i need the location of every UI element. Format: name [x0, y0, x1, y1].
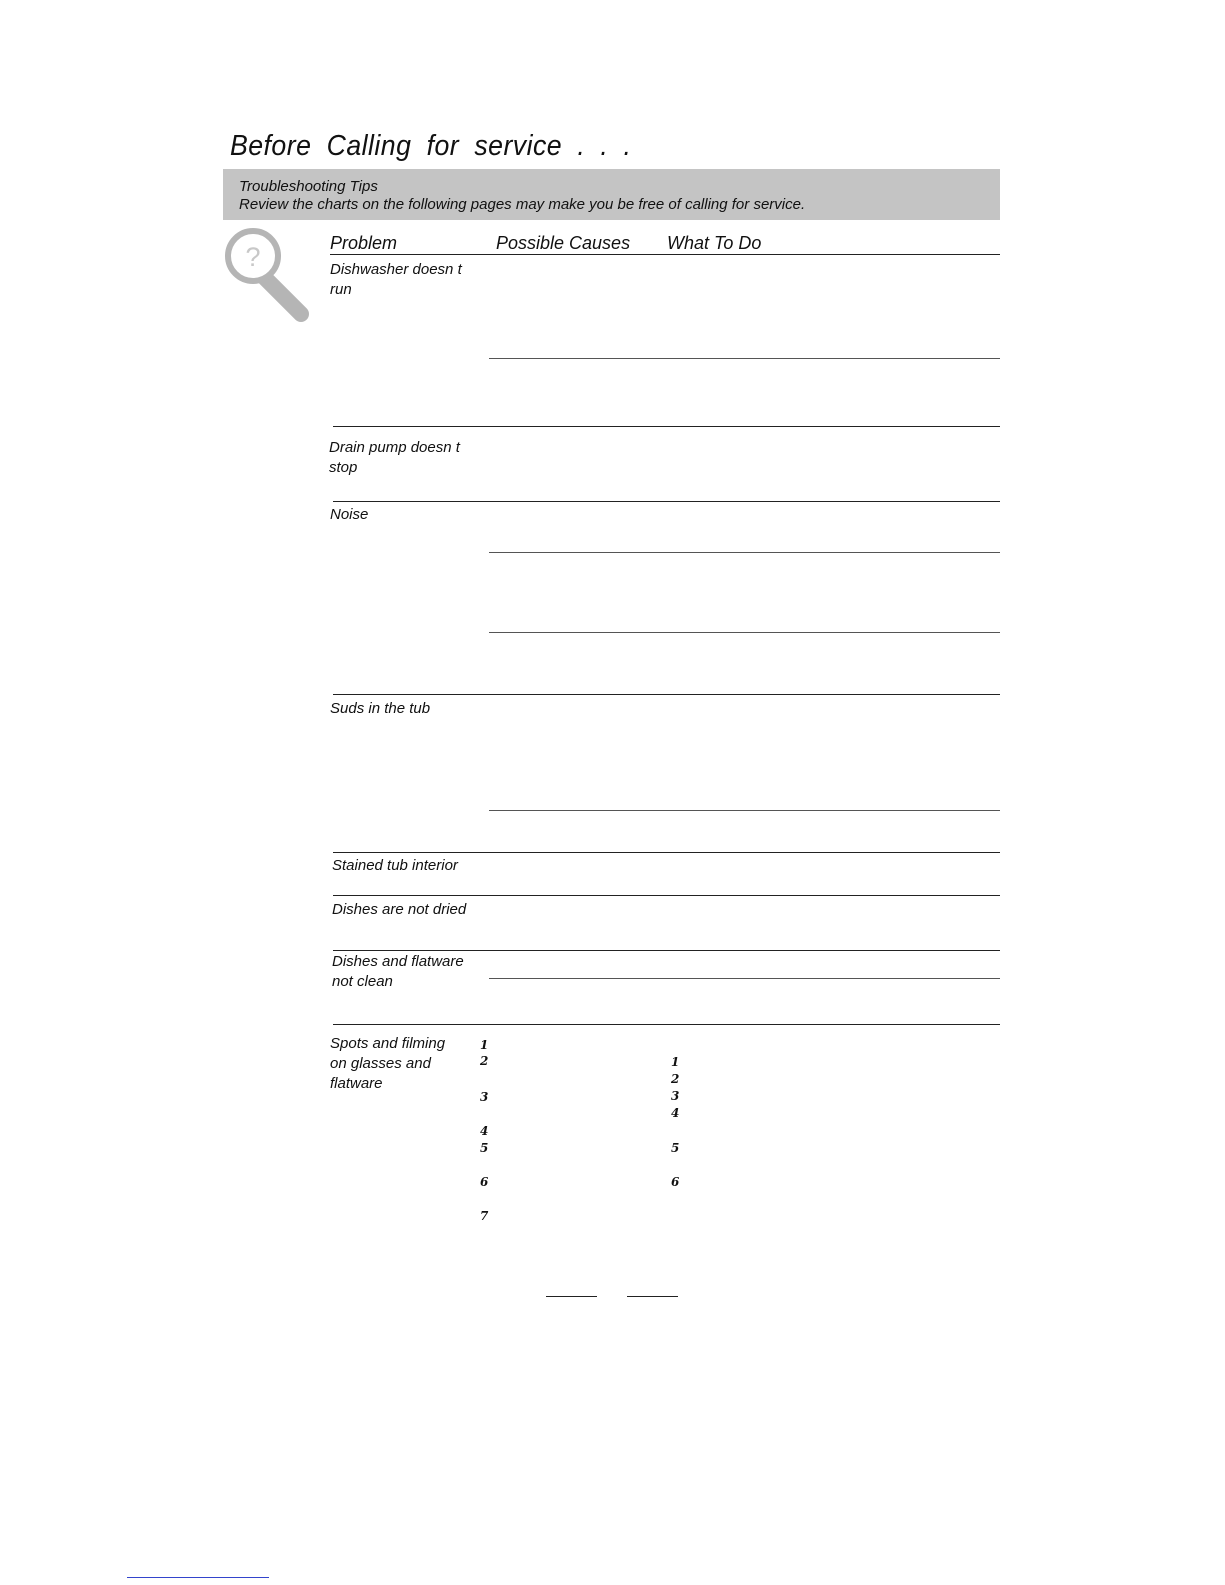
row-divider [333, 501, 1000, 502]
header-divider [330, 254, 1000, 255]
row-divider [333, 950, 1000, 951]
problem-text-line: run [330, 281, 352, 298]
tips-banner [223, 169, 1000, 220]
tips-text: Review the charts on the following pages may make you be free of calling for service. [239, 196, 806, 213]
row-divider [333, 694, 1000, 695]
problem-text-line: on glasses and [330, 1055, 431, 1072]
svg-text:?: ? [245, 242, 261, 272]
todo-number: 6 [671, 1175, 680, 1189]
problem-noise [330, 505, 470, 525]
cause-number: 7 [480, 1209, 489, 1223]
cause-number: 6 [480, 1175, 489, 1189]
problem-stained-tub-interior [332, 856, 472, 876]
magnifier-question-icon [223, 228, 315, 324]
row-divider [333, 852, 1000, 853]
page-number-underline [627, 1296, 678, 1297]
problem-text-line: not clean [332, 973, 393, 990]
row-divider [333, 895, 1000, 896]
page-number-underline [546, 1296, 597, 1297]
problem-text-line: Drain pump doesn t [329, 439, 460, 456]
cause-number: 4 [480, 1124, 489, 1138]
problem-text-line: Spots and filming [330, 1035, 446, 1052]
problem-text-line: Dishwasher doesn t [330, 261, 462, 278]
cause-number: 5 [480, 1141, 489, 1155]
footer-link-underline [127, 1577, 269, 1578]
cause-number: 1 [480, 1038, 489, 1052]
row-divider [333, 1024, 1000, 1025]
problem-dishwasher-doesnt-run [330, 260, 470, 300]
row-divider [489, 810, 1000, 811]
cause-number: 2 [480, 1054, 489, 1068]
row-divider [489, 978, 1000, 979]
todo-number: 1 [671, 1055, 680, 1069]
row-divider [489, 632, 1000, 633]
problem-text-line: stop [329, 459, 358, 476]
todo-number: 3 [671, 1089, 680, 1103]
cause-number: 3 [480, 1090, 489, 1104]
problem-suds-in-the-tub [330, 699, 470, 719]
problem-text-line: Stained tub interior [332, 857, 458, 874]
problem-drain-pump-doesnt-stop [329, 438, 469, 478]
problem-text-line: Dishes are not dried [332, 901, 467, 918]
problem-dishes-flatware-not-clean [332, 952, 472, 992]
problem-text-line: Suds in the tub [330, 700, 431, 717]
tips-title: Troubleshooting Tips [239, 178, 378, 195]
todo-number: 2 [671, 1072, 680, 1086]
row-divider [333, 426, 1000, 427]
problem-text-line: Dishes and flatware [332, 953, 464, 970]
page-title: Before Calling for service . . . [230, 130, 632, 162]
column-header-what-to-do: What To Do [667, 233, 762, 253]
todo-number: 5 [671, 1141, 680, 1155]
todo-number: 4 [671, 1106, 680, 1120]
column-header-problem: Problem [330, 233, 398, 253]
problem-text-line: flatware [330, 1075, 383, 1092]
problem-dishes-not-dried [332, 900, 472, 920]
row-divider [489, 358, 1000, 359]
problem-spots-and-filming [330, 1034, 470, 1094]
problem-text-line: Noise [330, 506, 369, 523]
row-divider [489, 552, 1000, 553]
column-header-possible-causes: Possible Causes [496, 233, 631, 253]
